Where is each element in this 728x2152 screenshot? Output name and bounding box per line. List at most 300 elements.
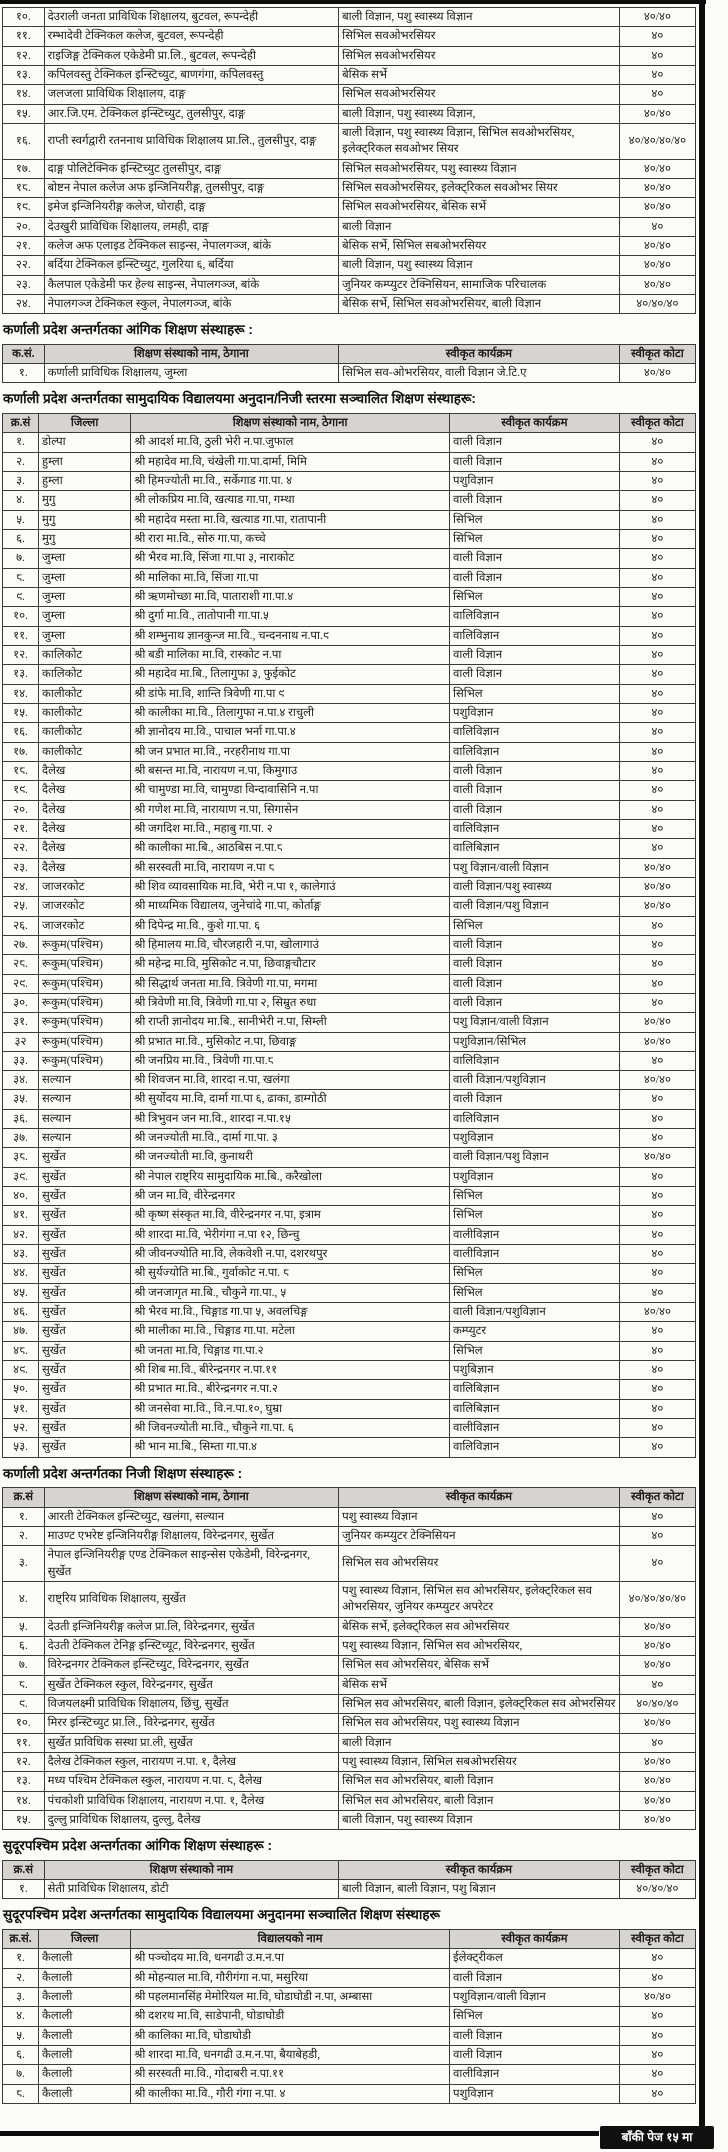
- cell-name: देउखुरी प्राविधिक शिक्षालय, लमही, दाङ्ग: [44, 217, 339, 236]
- cell-serial: १२.: [3, 1752, 45, 1771]
- cell-name: बर्दिया टेक्निकल इन्स्टिच्युट, गुलरिया ६, बर्दिया: [44, 256, 339, 275]
- table-row: [3, 46, 696, 65]
- cell-serial: १०.: [3, 8, 45, 27]
- cell-district: रूकुम(पश्चिम): [39, 1013, 131, 1032]
- cell-quota: ४०: [619, 800, 695, 819]
- cell-program: वाली विज्ञान: [449, 491, 619, 510]
- cell-quota: ४०: [619, 819, 695, 838]
- cell-serial: १२.: [3, 46, 45, 65]
- cell-program: ईलेक्ट्रीकल: [449, 1949, 619, 1968]
- cell-quota: ४०: [619, 626, 695, 645]
- cell-program: वालिबिज्ञान: [449, 1399, 619, 1418]
- cell-program: पशुविज्ञान/वाली विज्ञान: [449, 1987, 619, 2006]
- table-row: [3, 27, 696, 46]
- cell-program: सिभिल सवओभरसियर, बेसिक सर्भे: [339, 198, 620, 217]
- cell-serial: १३.: [3, 65, 45, 84]
- cell-serial: १५.: [3, 703, 39, 722]
- cell-serial: ४६.: [3, 1303, 39, 1322]
- cell-program: पशु स्वास्थ्य विज्ञान, सिभिल सबओभरसियर: [339, 1752, 620, 1771]
- cell-district: जुम्ला: [39, 549, 131, 568]
- table-row: [3, 626, 696, 645]
- col-header-district: जिल्ला: [39, 1929, 131, 1948]
- cell-program: वालीविज्ञान: [449, 1225, 619, 1244]
- cell-quota: ४०: [619, 2026, 695, 2045]
- cell-name: श्री मालीका मा.वि., चिङ्गाड गा.पा. मटेला: [131, 1322, 450, 1341]
- cell-district: दैलेख: [39, 839, 131, 858]
- cell-program: वालिविज्ञान: [449, 607, 619, 626]
- cell-quota: ४०: [619, 27, 695, 46]
- cell-serial: ३४.: [3, 1071, 39, 1090]
- data-table: [2, 1860, 696, 1900]
- cell-district: जाजरकोट: [39, 877, 131, 896]
- col-header-program: स्वीकृत कार्यक्रम: [339, 344, 620, 363]
- table-row: [3, 1361, 696, 1380]
- cell-serial: २४.: [3, 294, 45, 313]
- cell-program: सिभिल: [449, 529, 619, 548]
- cell-name: श्री ज्ञानोदय मा.वि., पाचाल भर्ना गा.पा.४: [131, 723, 450, 742]
- cell-program: बाली विज्ञान: [339, 217, 620, 236]
- cell-program: वाली विज्ञान: [449, 955, 619, 974]
- col-header-serial: क्र.सं: [3, 1488, 45, 1507]
- cell-serial: ३३.: [3, 1051, 39, 1070]
- cell-serial: २१.: [3, 236, 45, 255]
- cell-serial: १०.: [3, 607, 39, 626]
- cell-quota: ४०/४०/४०/४०: [619, 123, 695, 159]
- data-table: [2, 7, 696, 314]
- cell-name: कैलपाल एकेडेमी फर हेल्थ साइन्स, नेपालगञ्ज, बांके: [44, 275, 339, 294]
- cell-name: श्री सरस्वती मा.वि, नारायण न.पा ८: [131, 858, 450, 877]
- cell-quota: ४०: [619, 607, 695, 626]
- cell-district: दैलेख: [39, 819, 131, 838]
- col-header-program: स्वीकृत कार्यक्रम: [449, 1929, 619, 1948]
- cell-program: बेसिक सर्भे: [339, 1675, 620, 1694]
- cell-district: डोल्पा: [39, 433, 131, 452]
- cell-quota: ४०: [619, 761, 695, 780]
- cell-district: जाजरकोट: [39, 916, 131, 935]
- table-row: [3, 2045, 696, 2064]
- col-header-name: शिक्षण संस्थाको नाम: [44, 1860, 339, 1879]
- table-row: [3, 1656, 696, 1675]
- table-row: [3, 1399, 696, 1418]
- cell-serial: ४.: [3, 2007, 39, 2026]
- cell-name: श्री शारदा मा.वि, भेरीगंगा न.पा १२, छिन्चु: [131, 1225, 450, 1244]
- cell-program: कम्प्युटर: [449, 1322, 619, 1341]
- cell-program: वाली विज्ञान: [449, 645, 619, 664]
- cell-serial: ३.: [3, 1987, 39, 2006]
- cell-serial: १९.: [3, 781, 39, 800]
- cell-program: बाली विज्ञान, पशु स्वास्थ्य विज्ञान: [339, 1810, 620, 1829]
- cell-program: सिभिल: [449, 1206, 619, 1225]
- cell-serial: २८.: [3, 955, 39, 974]
- cell-name: कर्णाली प्राविधिक शिक्षालय, जुम्ला: [44, 364, 339, 383]
- cell-quota: ४०/४०: [619, 1772, 695, 1791]
- cell-quota: ४०: [619, 1264, 695, 1283]
- cell-program: वाली विज्ञान/पशुविज्ञान: [449, 1303, 619, 1322]
- cell-name: श्री शिव व्यावसायिक मा.वि, भेरी न.पा १, कालेगाउं: [131, 877, 450, 896]
- table-row: [3, 974, 696, 993]
- cell-name: श्री दशरथ मा.वि, साडेपानी, घोडाघोडी: [131, 2007, 450, 2026]
- cell-quota: ४०/४०: [619, 1636, 695, 1655]
- cell-name: श्री ऋणमोच्छा मा.वि, पाताराशी गा.पा.४: [131, 587, 450, 606]
- cell-quota: ४०: [619, 510, 695, 529]
- cell-quota: ४०: [619, 1225, 695, 1244]
- cell-name: मिरर इन्स्टिच्युट प्रा.लि., विरेन्द्रनगर, सुर्खेत: [44, 1714, 339, 1733]
- col-header-quota: स्वीकृत कोटा: [619, 1929, 695, 1948]
- table-row: [3, 897, 696, 916]
- cell-name: श्री त्रिवेणी मा.वि, त्रिवेणी गा.पा २, सिम्रुत रुधा: [131, 993, 450, 1012]
- cell-serial: १७.: [3, 742, 39, 761]
- cell-serial: ३९.: [3, 1167, 39, 1186]
- cell-name: देउती इन्जिनियरीङ्ग कलेज प्रा.लि, विरेन्द्रनगर, सुर्खेत: [44, 1617, 339, 1636]
- cell-quota: ४०/४०: [619, 256, 695, 275]
- cell-program: वालिविज्ञान: [449, 742, 619, 761]
- cell-program: पशुविज्ञान: [449, 703, 619, 722]
- cell-name: देउराली जनता प्राविधिक शिक्षालय, बुटवल, रूपन्देही: [44, 8, 339, 27]
- cell-quota: ४०: [619, 1419, 695, 1438]
- cell-name: मध्य पश्चिम टेक्निकल स्कुल, नारायण न.पा. ८, दैलेख: [44, 1772, 339, 1791]
- cell-name: श्री सरस्वती मा.वि., गोदाबरी न.पा.११: [131, 2065, 450, 2084]
- table-row: [3, 1714, 696, 1733]
- cell-district: कालीकोट: [39, 723, 131, 742]
- table-row: [3, 1148, 696, 1167]
- col-header-name: शिक्षण संस्थाको नाम, ठेगाना: [44, 1488, 339, 1507]
- table-row: [3, 800, 696, 819]
- cell-district: सल्यान: [39, 1109, 131, 1128]
- cell-program: बेसिक सर्भे: [339, 65, 620, 84]
- cell-quota: ४०: [619, 452, 695, 471]
- cell-district: रूकुम(पश्चिम): [39, 1051, 131, 1070]
- cell-serial: ४.: [3, 491, 39, 510]
- col-header-name: शिक्षण संस्थाको नाम, ठेगाना: [44, 344, 339, 363]
- cell-program: सिभिल: [449, 916, 619, 935]
- cell-serial: ५३.: [3, 1438, 39, 1457]
- table-row: [3, 858, 696, 877]
- cell-name: आरती टेक्निकल इन्स्टिच्युट, खलंगा, सल्यान: [44, 1507, 339, 1526]
- cell-name: कलेज अफ एलाइड टेक्निकल साइन्स, नेपालगञ्ज, बांके: [44, 236, 339, 255]
- cell-serial: ६.: [3, 2045, 39, 2064]
- cell-program: बाली विज्ञान, पशु स्वास्थ्य विज्ञान, सिभिल सवओभरसियर, इलेक्ट्रिकल सवओभर सियर: [339, 123, 620, 159]
- cell-quota: ४०: [619, 2065, 695, 2084]
- cell-program: बाली विज्ञान, पशु स्वास्थ्य विज्ञान,: [339, 104, 620, 123]
- table-row: [3, 742, 696, 761]
- cell-name: श्री माध्यमिक विद्यालय, जुनेचांदे गा.पा, कोर्ताङ्ग: [131, 897, 450, 916]
- cell-quota: ४०/४०: [619, 858, 695, 877]
- cell-district: कैलाली: [39, 2084, 131, 2103]
- data-table: [2, 344, 696, 384]
- cell-program: वाली विज्ञान/पशुविज्ञान: [449, 1071, 619, 1090]
- cell-serial: १.: [3, 1507, 45, 1526]
- table-row: [3, 819, 696, 838]
- cell-district: कैलाली: [39, 2045, 131, 2064]
- cell-quota: ४०/४०: [619, 178, 695, 197]
- cell-quota: ४०: [619, 1968, 695, 1987]
- cell-district: जुम्ला: [39, 587, 131, 606]
- right-column-rule: [699, 0, 705, 2140]
- cell-serial: ४१.: [3, 1206, 39, 1225]
- cell-quota: ४०: [619, 916, 695, 935]
- cell-program: वालिविज्ञान: [449, 1051, 619, 1070]
- table-row: [3, 1322, 696, 1341]
- cell-name: जलजला प्राविधिक शिक्षालय, दाङ्ग: [44, 85, 339, 104]
- cell-program: वालिविज्ञान: [449, 626, 619, 645]
- cell-name: राप्ती स्वर्गद्वारी रतननाथ प्राविधिक शिक्षालय प्रा.लि., तुलसीपुर, दाङ्ग: [44, 123, 339, 159]
- cell-name: श्री कालीका मा.वि., तिलागुफा न.पा.४ राचुली: [131, 703, 450, 722]
- table-row: [3, 1987, 696, 2006]
- cell-program: बेसिक सर्भे, सिभिल सवओभरसियर, बाली विज्ञान: [339, 294, 620, 313]
- cell-name: श्री दुर्गा मा.वि., तातोपानी गा.पा.५: [131, 607, 450, 626]
- cell-quota: ४०: [619, 1187, 695, 1206]
- cell-program: सिभिल सवओभरसियर: [339, 27, 620, 46]
- cell-district: कालिकोट: [39, 665, 131, 684]
- table-row: [3, 1636, 696, 1655]
- cell-serial: ४४.: [3, 1264, 39, 1283]
- cell-name: कपिलवस्तु टेक्निकल इन्स्टिच्युट, बाणगंगा, कपिलवस्तु: [44, 65, 339, 84]
- cell-program: जुनियर कम्प्युटर टेक्निसियन: [339, 1526, 620, 1545]
- table-row: [3, 1438, 696, 1457]
- cell-serial: ५.: [3, 2026, 39, 2045]
- cell-district: कैलाली: [39, 2065, 131, 2084]
- cell-district: कैलाली: [39, 2007, 131, 2026]
- cell-name: दैलेख टेक्निकल स्कुल, नारायण न.पा. १, दैलेख: [44, 1752, 339, 1771]
- cell-quota: ४०: [619, 781, 695, 800]
- table-header-row: [3, 414, 696, 433]
- cell-program: सिभिल: [449, 684, 619, 703]
- cell-quota: ४०: [619, 723, 695, 742]
- cell-program: सिभिल: [449, 1283, 619, 1302]
- cell-district: मुगु: [39, 491, 131, 510]
- cell-serial: १२.: [3, 645, 39, 664]
- table-row: [3, 1303, 696, 1322]
- cell-serial: २४.: [3, 877, 39, 896]
- cell-name: इमेज इन्जिनियरीङ्ग कलेज, घोराही, दाङ्ग: [44, 198, 339, 217]
- table-row: [3, 1949, 696, 1968]
- table-row: [3, 1380, 696, 1399]
- cell-district: रूकुम(पश्चिम): [39, 955, 131, 974]
- cell-program: सिभिल सव ओभरसियर: [339, 1546, 620, 1582]
- cell-program: सिभिल सव ओभरसियर, बाली विज्ञान: [339, 1791, 620, 1810]
- table-row: [3, 1013, 696, 1032]
- table-row: [3, 491, 696, 510]
- table-row: [3, 471, 696, 490]
- table-row: [3, 587, 696, 606]
- cell-serial: २३.: [3, 858, 39, 877]
- cell-quota: ४०: [619, 935, 695, 954]
- cell-serial: ३१.: [3, 1013, 39, 1032]
- cell-serial: ५०.: [3, 1380, 39, 1399]
- cell-quota: ४०: [619, 1526, 695, 1545]
- table-row: [3, 198, 696, 217]
- cell-serial: ११.: [3, 1733, 45, 1752]
- cell-program: पशु विज्ञान/वाली विज्ञान: [449, 1013, 619, 1032]
- cell-name: देउती टेक्निकल टेनिङ्ग इन्स्टिच्यूट, विरेन्द्रनगर, सुर्खेत: [44, 1636, 339, 1655]
- cell-district: सुर्खेत: [39, 1225, 131, 1244]
- cell-quota: ४०/४०: [619, 1617, 695, 1636]
- cell-quota: ४०/४०: [619, 1714, 695, 1733]
- data-table: [2, 413, 696, 1458]
- cell-quota: ४०: [619, 1733, 695, 1752]
- cell-program: सिभिल: [449, 1341, 619, 1360]
- cell-quota: ४०: [619, 742, 695, 761]
- table-row: [3, 236, 696, 255]
- cell-quota: ४०: [619, 46, 695, 65]
- cell-name: श्री गणेश मा.वि, नारायाण न.पा, सिगासेन: [131, 800, 450, 819]
- cell-program: सिभिल सवओभरसियर, इलेक्ट्रिकल सवओभर सियर: [339, 178, 620, 197]
- cell-district: सुर्खेत: [39, 1341, 131, 1360]
- cell-name: श्री महादेव मा.वि, चंखेली गा.पा.दार्मा, मिमि: [131, 452, 450, 471]
- cell-quota: ४०: [619, 217, 695, 236]
- section-heading: सुदूरपश्चिम प्रदेश अन्तर्गतका आंगिक शिक्षण संस्थाहरू :: [3, 1838, 272, 1854]
- table-row: [3, 1752, 696, 1771]
- cell-name: श्री शिब मा.वि., बीरेन्द्रनगर न.पा.११: [131, 1361, 450, 1380]
- cell-serial: १.: [3, 1880, 45, 1899]
- cell-district: सल्यान: [39, 1090, 131, 1109]
- cell-program: बाली विज्ञान, बाली विज्ञान, पशु बिज्ञान: [339, 1880, 620, 1899]
- col-header-program: स्वीकृत कार्यक्रम: [449, 414, 619, 433]
- cell-serial: ७.: [3, 2065, 39, 2084]
- table-row: [3, 159, 696, 178]
- table-row: [3, 294, 696, 313]
- cell-quota: ४०: [619, 1283, 695, 1302]
- cell-serial: ११.: [3, 27, 45, 46]
- section-heading: सुदूरपश्चिम प्रदेश अन्तर्गतका सामुदायिक विद्यालयमा अनुदानमा सञ्चालित शिक्षण संस्थाहरू: [3, 1907, 440, 1923]
- cell-serial: २२.: [3, 256, 45, 275]
- cell-quota: ४०: [619, 1206, 695, 1225]
- cell-name: श्री शम्भुनाथ ज्ञानकुन्ज मा.वि., चन्दननाथ न.पा.९: [131, 626, 450, 645]
- cell-program: वाली विज्ञान: [449, 1090, 619, 1109]
- cell-serial: १५.: [3, 1810, 45, 1829]
- table-row: [3, 1617, 696, 1636]
- cell-serial: १५.: [3, 104, 45, 123]
- cell-program: सिभिल: [449, 587, 619, 606]
- cell-program: वाली विज्ञान/पशु विज्ञान: [449, 897, 619, 916]
- cell-quota: ४०: [619, 1361, 695, 1380]
- cell-name: श्री मालिका मा.वि, सिंजा गा.पा: [131, 568, 450, 587]
- col-header-name: शिक्षण संस्थाको नाम, ठेगाना: [131, 414, 450, 433]
- cell-district: कैलाली: [39, 2026, 131, 2045]
- cell-district: सल्यान: [39, 1071, 131, 1090]
- cell-serial: ३०.: [3, 993, 39, 1012]
- col-header-serial: क.सं.: [3, 344, 45, 363]
- cell-name: श्री कालीका मा.बि., आठबिस न.पा.८: [131, 839, 450, 858]
- cell-serial: ३२: [3, 1032, 39, 1051]
- cell-serial: ७.: [3, 1656, 45, 1675]
- cell-program: वाली विज्ञान: [449, 993, 619, 1012]
- cell-serial: २१.: [3, 819, 39, 838]
- table-row: [3, 665, 696, 684]
- cell-serial: २०.: [3, 800, 39, 819]
- cell-program: पशुबिज्ञान: [449, 1361, 619, 1380]
- cell-program: वाली विज्ञान: [449, 452, 619, 471]
- table-row: [3, 1810, 696, 1829]
- cell-serial: १८.: [3, 178, 45, 197]
- cell-name: सुर्खेत टेक्निकल स्कुल, विरेन्द्रनगर, सुर्खेत: [44, 1675, 339, 1694]
- cell-name: दाङ्ग पोलिटेक्निक इन्स्टिच्युट तुलसीपुर, दाङ्ग: [44, 159, 339, 178]
- cell-name: नेपालगञ्ज टेक्निकल स्कुल, नेपालगञ्ज, बांके: [44, 294, 339, 313]
- table-row: [3, 178, 696, 197]
- cell-district: हुम्ला: [39, 452, 131, 471]
- cell-serial: ५.: [3, 1617, 45, 1636]
- cell-serial: ८.: [3, 568, 39, 587]
- cell-serial: २.: [3, 452, 39, 471]
- cell-program: बाली विज्ञान, पशु स्वास्थ्य विज्ञान: [339, 256, 620, 275]
- cell-name: श्री महादेव मस्ता मा.वि, खत्याड गा.पा, रातापानी: [131, 510, 450, 529]
- cell-name: श्री दिपेन्द्र मा.वि., कुशे गा.पा. ६: [131, 916, 450, 935]
- cell-district: सुर्खेत: [39, 1399, 131, 1418]
- cell-quota: ४०: [619, 1675, 695, 1694]
- cell-program: वाली विज्ञान: [449, 549, 619, 568]
- cell-quota: ४०: [619, 1245, 695, 1264]
- cell-quota: ४०: [619, 1399, 695, 1418]
- cell-name: श्री कृष्ण संस्कृत मा.वि, वीरेन्द्रनगर न.पा, इत्राम: [131, 1206, 450, 1225]
- cell-name: श्री जीवनज्योति मा.वि, लेकवेशी न.पा, दशरथपुर: [131, 1245, 450, 1264]
- cell-serial: १३.: [3, 665, 39, 684]
- cell-program: वाली विज्ञान: [449, 800, 619, 819]
- cell-program: सिभिल सव ओभरसियर, पशु स्वास्थ्य विज्ञान: [339, 1714, 620, 1733]
- cell-district: कैलाली: [39, 1949, 131, 1968]
- cell-district: सल्यान: [39, 1129, 131, 1148]
- cell-name: श्री जन मा.वि, वीरेन्द्रनगर: [131, 1187, 450, 1206]
- cell-quota: ४०: [619, 491, 695, 510]
- cell-name: श्री राप्ती ज्ञानोदय मा.बि., सानीभेरी न.पा, सिम्ली: [131, 1013, 450, 1032]
- table-row: [3, 2026, 696, 2045]
- cell-name: नेपाल इन्जिनियरीङ्ग एण्ड टेक्निकल साइन्सेस एकेडेमी, विरेन्द्रनगर, सुर्खेत: [44, 1546, 339, 1582]
- cell-quota: ४०: [619, 993, 695, 1012]
- cell-district: दैलेख: [39, 800, 131, 819]
- cell-serial: ३८.: [3, 1148, 39, 1167]
- table-row: [3, 1109, 696, 1128]
- cell-district: सुर्खेत: [39, 1264, 131, 1283]
- table-row: [3, 1090, 696, 1109]
- cell-program: वाली विज्ञान: [449, 2045, 619, 2064]
- cell-name: माउण्ट एभरेष्ट इन्जिनियरीङ्ग शिक्षालय, विरेन्द्रनगर, सुर्खेत: [44, 1526, 339, 1545]
- table-row: [3, 1733, 696, 1752]
- cell-district: सुर्खेत: [39, 1167, 131, 1186]
- table-header-row: [3, 1488, 696, 1507]
- cell-name: श्री शारदा मा.वि, धनगढी उ.म.न.पा, बैयाबेहडी,: [131, 2045, 450, 2064]
- cell-district: कालीकोट: [39, 742, 131, 761]
- cell-district: मुगु: [39, 510, 131, 529]
- cell-program: वाली विज्ञान: [449, 2026, 619, 2045]
- cell-serial: १६.: [3, 123, 45, 159]
- cell-quota: ४०: [619, 703, 695, 722]
- cell-name: श्री कालिका मा.वि, घोडाघोडी: [131, 2026, 450, 2045]
- cell-program: पशु स्वास्थ्य विज्ञान: [339, 1507, 620, 1526]
- cell-program: वालिविज्ञान: [449, 1438, 619, 1457]
- cell-district: सुर्खेत: [39, 1419, 131, 1438]
- cell-program: वाली विज्ञान: [449, 433, 619, 452]
- content: [2, 7, 696, 2106]
- cell-quota: ४०/४०: [619, 8, 695, 27]
- table-row: [3, 364, 696, 383]
- cell-name: सुर्खेत प्राविधिक सस्था प्रा.ली, सुर्खेत: [44, 1733, 339, 1752]
- cell-serial: २२.: [3, 839, 39, 858]
- cell-quota: ४०/४०: [619, 1752, 695, 1771]
- table-row: [3, 104, 696, 123]
- cell-serial: १.: [3, 364, 45, 383]
- cell-name: श्री जनप्रिय मा.वि., त्रिवेणी गा.पा.८: [131, 1051, 450, 1070]
- cell-program: वाली विज्ञान: [449, 935, 619, 954]
- table-row: [3, 916, 696, 935]
- table-row: [3, 529, 696, 548]
- data-table: [2, 1929, 696, 2104]
- cell-program: पशु स्वास्थ्य विज्ञान, सिभिल सव ओभरसियर,: [339, 1636, 620, 1655]
- cell-serial: ३५.: [3, 1090, 39, 1109]
- cell-program: वालिबिज्ञान: [449, 839, 619, 858]
- col-header-serial: क्र.सं.: [3, 1929, 39, 1948]
- cell-name: श्री बडी मालिका मा.वि, रास्कोट न.पा: [131, 645, 450, 664]
- cell-serial: ६.: [3, 1636, 45, 1655]
- cell-quota: ४०: [619, 1051, 695, 1070]
